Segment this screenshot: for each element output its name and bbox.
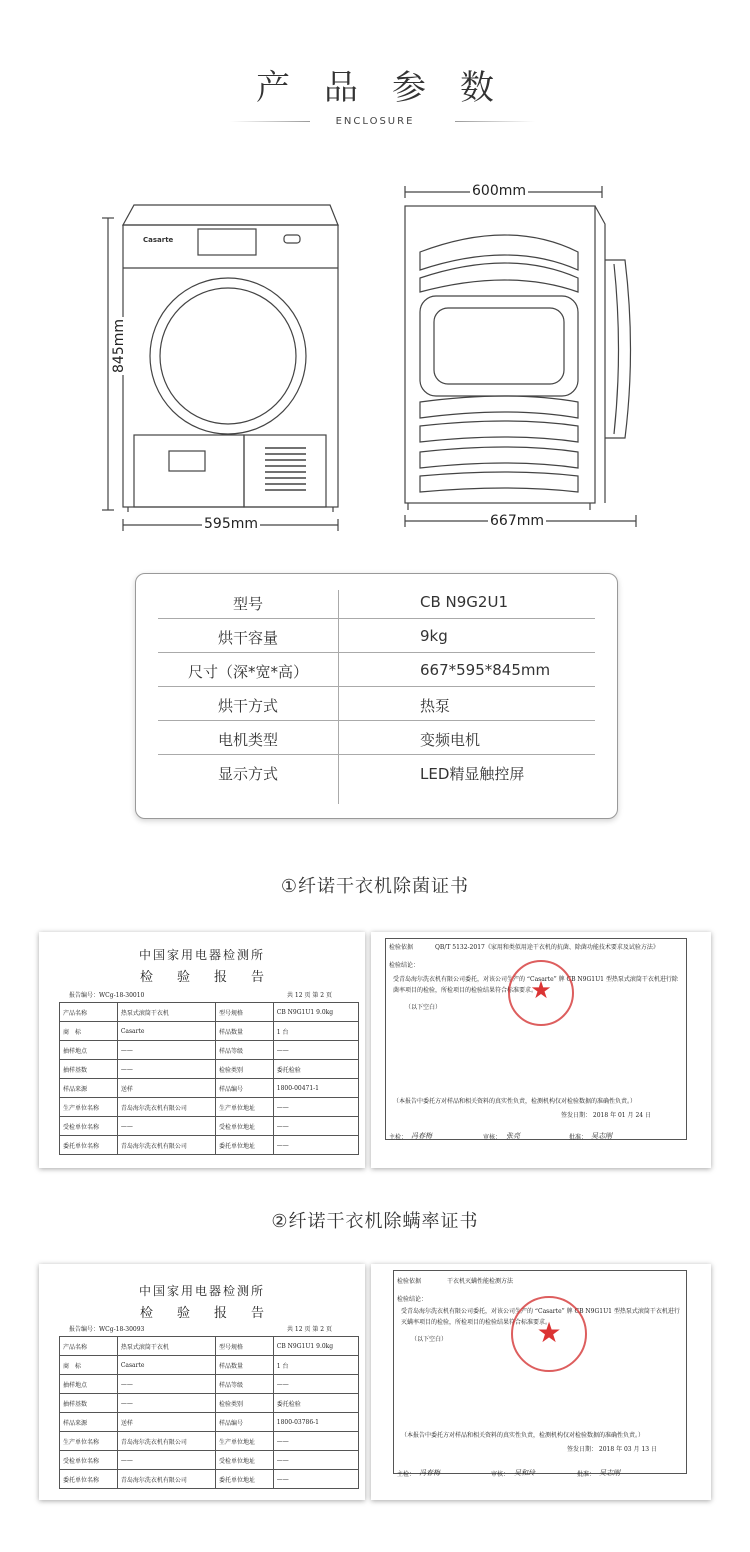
spec-value: 变频电机 — [420, 731, 481, 749]
table-row — [60, 1060, 359, 1079]
table-cell: Casarte — [117, 1356, 215, 1375]
signature-label: 审核： — [483, 1134, 502, 1141]
table-cell: 检验类别 — [215, 1394, 273, 1413]
table-cell: 送样 — [117, 1413, 215, 1432]
table-cell: 青岛海尔洗衣机有限公司 — [117, 1098, 215, 1117]
spec-row — [158, 618, 595, 653]
table-cell: 1 台 — [273, 1022, 358, 1041]
table-cell: CB N9G1U1 9.0kg — [273, 1003, 358, 1022]
table-cell: 生产单位名称 — [60, 1432, 118, 1451]
front-width-dimension: 595mm — [204, 516, 258, 532]
table-cell: 生产单位名称 — [60, 1098, 118, 1117]
table-cell: 送样 — [117, 1079, 215, 1098]
table-cell: —— — [117, 1375, 215, 1394]
signature-label: 批准： — [569, 1134, 588, 1141]
signature: 冯春梅 — [411, 1132, 432, 1140]
table-cell: —— — [273, 1136, 358, 1155]
disclaimer: （本报告中委托方对样品和相关资料的真实性负责，检测机构仅对检验数据的准确性负责。） — [401, 1432, 645, 1439]
table-cell: 受检单位名称 — [60, 1451, 118, 1470]
table-cell: 生产单位地址 — [215, 1098, 273, 1117]
table-cell: 样品编号 — [215, 1079, 273, 1098]
table-row — [60, 1041, 359, 1060]
table-row — [60, 1413, 359, 1432]
institute-name: 中国家用电器检测所 — [138, 948, 265, 962]
table-cell: 1800-00471-1 — [273, 1079, 358, 1098]
basis-text: QB/T 5132-2017《家用和类似用途干衣机的抗菌、除菌功能技术要求及试验方法》 — [435, 944, 659, 951]
spec-value: LED精显触控屏 — [420, 765, 525, 783]
issue-date: 签发日期： 2018 年 01 月 24 日 — [561, 1112, 651, 1119]
spec-row — [158, 754, 595, 788]
table-cell: —— — [273, 1117, 358, 1136]
signature: 吴和玲 — [514, 1469, 535, 1477]
table-cell: 委托单位地址 — [215, 1470, 273, 1489]
report-number: 报告编号：WCg-18-30093 — [69, 1326, 145, 1333]
table-cell: 青岛海尔洗衣机有限公司 — [117, 1470, 215, 1489]
table-cell: 样品编号 — [215, 1413, 273, 1432]
spec-value: 667*595*845mm — [420, 661, 551, 679]
table-cell: 商 标 — [60, 1022, 118, 1041]
brand-logo: Casarte — [143, 236, 174, 244]
cert1-heading: ①纤诺干衣机除菌证书 — [280, 876, 470, 897]
spec-value: 9kg — [420, 627, 448, 645]
table-cell: —— — [273, 1375, 358, 1394]
table-row — [60, 1003, 359, 1022]
table-cell: 委托单位名称 — [60, 1136, 118, 1155]
official-seal-icon: ★ — [511, 1296, 587, 1372]
table-cell: 委托检验 — [273, 1394, 358, 1413]
table-row — [60, 1432, 359, 1451]
table-row — [60, 1136, 359, 1155]
table-cell: 1 台 — [273, 1356, 358, 1375]
table-cell: 受检单位地址 — [215, 1451, 273, 1470]
depth-dimension: 667mm — [490, 513, 544, 529]
height-dimension: 845mm — [111, 319, 127, 373]
table-cell: 抽样基数 — [60, 1394, 118, 1413]
spec-value: 热泵 — [420, 697, 451, 715]
table-cell: 受检单位名称 — [60, 1117, 118, 1136]
front-view — [102, 205, 338, 531]
table-cell: 样品等级 — [215, 1375, 273, 1394]
table-cell: —— — [117, 1451, 215, 1470]
table-cell: 抽样地点 — [60, 1041, 118, 1060]
signature-label: 批准： — [577, 1471, 596, 1478]
conclusion-text: 受青岛海尔洗衣机有限公司委托，对该公司生产的 “Casarte” 牌 CB N9G1U1 型热泵式滚筒干衣机进行除菌率项目的检验，所检项目的检验结果符合标准要求。 — [393, 976, 678, 994]
spec-table — [135, 573, 618, 819]
table-cell: —— — [273, 1432, 358, 1451]
table-cell: 委托单位地址 — [215, 1136, 273, 1155]
side-width-dimension: 600mm — [472, 183, 526, 199]
table-cell: 青岛海尔洗衣机有限公司 — [117, 1432, 215, 1451]
official-seal-icon: ★ — [508, 960, 574, 1026]
table-cell: —— — [273, 1470, 358, 1489]
table-cell: —— — [117, 1041, 215, 1060]
report-table — [59, 1336, 359, 1489]
basis-text: 干衣机灭螨性能检测方法 — [447, 1278, 514, 1285]
table-cell: —— — [273, 1451, 358, 1470]
report-title: 检验报告 — [139, 970, 288, 985]
disclaimer: （本报告中委托方对样品和相关资料的真实性负责，检测机构仅对检验数据的准确性负责。） — [393, 1098, 637, 1105]
signature: 张亮 — [506, 1132, 520, 1140]
cert2-conclusion-page — [371, 1264, 711, 1500]
table-cell: 生产单位地址 — [215, 1432, 273, 1451]
page-count: 共 12 页 第 2 页 — [287, 992, 332, 999]
table-cell: —— — [117, 1394, 215, 1413]
table-cell: 样品等级 — [215, 1041, 273, 1060]
basis-label: 检验依据 — [397, 1278, 422, 1285]
spec-row — [158, 652, 595, 687]
spec-label: 尺寸（深*宽*高） — [187, 663, 308, 681]
table-cell: 型号规格 — [215, 1337, 273, 1356]
blank-note: （以下空白） — [411, 1336, 448, 1343]
table-row — [60, 1098, 359, 1117]
page-title: 产品参数 — [256, 68, 528, 108]
table-cell: 样品来源 — [60, 1413, 118, 1432]
issue-date: 签发日期： 2018 年 03 月 13 日 — [567, 1446, 657, 1453]
spec-row — [158, 584, 595, 619]
institute-name: 中国家用电器检测所 — [138, 1284, 265, 1298]
table-cell: 委托单位名称 — [60, 1470, 118, 1489]
cert1-report-page — [39, 932, 365, 1168]
conclusion-label: 检验结论： — [389, 962, 420, 969]
cert1-conclusion-page — [371, 932, 711, 1168]
table-cell: —— — [117, 1117, 215, 1136]
spec-label: 型号 — [232, 595, 263, 613]
table-cell: —— — [273, 1098, 358, 1117]
table-row — [60, 1470, 359, 1489]
side-view — [405, 186, 636, 527]
table-cell: 受检单位地址 — [215, 1117, 273, 1136]
table-cell: 抽样地点 — [60, 1375, 118, 1394]
signature-label: 主检： — [389, 1134, 408, 1141]
table-cell: 热泵式滚筒干衣机 — [117, 1003, 215, 1022]
table-cell: 热泵式滚筒干衣机 — [117, 1337, 215, 1356]
page-count: 共 12 页 第 2 页 — [287, 1326, 332, 1333]
table-row — [60, 1451, 359, 1470]
basis-label: 检验依据 — [389, 944, 414, 951]
conclusion-text: 受青岛海尔洗衣机有限公司委托，对该公司生产的 “Casarte” 牌 CB N9G1U1 型热泵式滚筒干衣机进行灭螨率项目的检验，所检项目的检验结果符合标准要求。 — [401, 1308, 680, 1326]
signature: 冯春梅 — [419, 1469, 440, 1477]
table-cell: Casarte — [117, 1022, 215, 1041]
spec-label: 烘干方式 — [217, 697, 278, 715]
cert2-report-page — [39, 1264, 365, 1500]
table-cell: 青岛海尔洗衣机有限公司 — [117, 1136, 215, 1155]
signature: 吴志刚 — [599, 1469, 620, 1477]
table-cell: 样品来源 — [60, 1079, 118, 1098]
spec-label: 电机类型 — [217, 731, 278, 749]
table-row — [60, 1337, 359, 1356]
spec-value: CB N9G2U1 — [420, 593, 508, 611]
report-table — [59, 1002, 359, 1155]
table-cell: 样品数量 — [215, 1356, 273, 1375]
table-row — [60, 1079, 359, 1098]
blank-note: （以下空白） — [405, 1004, 442, 1011]
table-cell: 商 标 — [60, 1356, 118, 1375]
spec-label: 烘干容量 — [217, 629, 278, 647]
table-row — [60, 1394, 359, 1413]
signature-label: 审核： — [491, 1471, 510, 1478]
dimension-drawing — [90, 180, 650, 540]
table-cell: 产品名称 — [60, 1003, 118, 1022]
signature: 吴志刚 — [591, 1132, 612, 1140]
table-cell: 产品名称 — [60, 1337, 118, 1356]
table-cell: 型号规格 — [215, 1003, 273, 1022]
conclusion-label: 检验结论： — [397, 1296, 428, 1303]
signature-label: 主检： — [397, 1471, 416, 1478]
table-cell: 1800-03786-1 — [273, 1413, 358, 1432]
spec-row — [158, 686, 595, 721]
report-number: 报告编号：WCg-18-30010 — [69, 992, 145, 999]
table-row — [60, 1022, 359, 1041]
spec-label: 显示方式 — [217, 765, 278, 783]
table-cell: 委托检验 — [273, 1060, 358, 1079]
cert2-heading: ②纤诺干衣机除螨率证书 — [271, 1211, 479, 1232]
table-row — [60, 1375, 359, 1394]
table-cell: 抽样基数 — [60, 1060, 118, 1079]
table-cell: —— — [273, 1041, 358, 1060]
table-cell: CB N9G1U1 9.0kg — [273, 1337, 358, 1356]
spec-row — [158, 720, 595, 755]
table-cell: —— — [117, 1060, 215, 1079]
table-cell: 检验类别 — [215, 1060, 273, 1079]
table-cell: 样品数量 — [215, 1022, 273, 1041]
table-row — [60, 1117, 359, 1136]
page-subtitle: ENCLOSURE — [335, 116, 415, 127]
report-title: 检验报告 — [139, 1306, 288, 1321]
table-row — [60, 1356, 359, 1375]
